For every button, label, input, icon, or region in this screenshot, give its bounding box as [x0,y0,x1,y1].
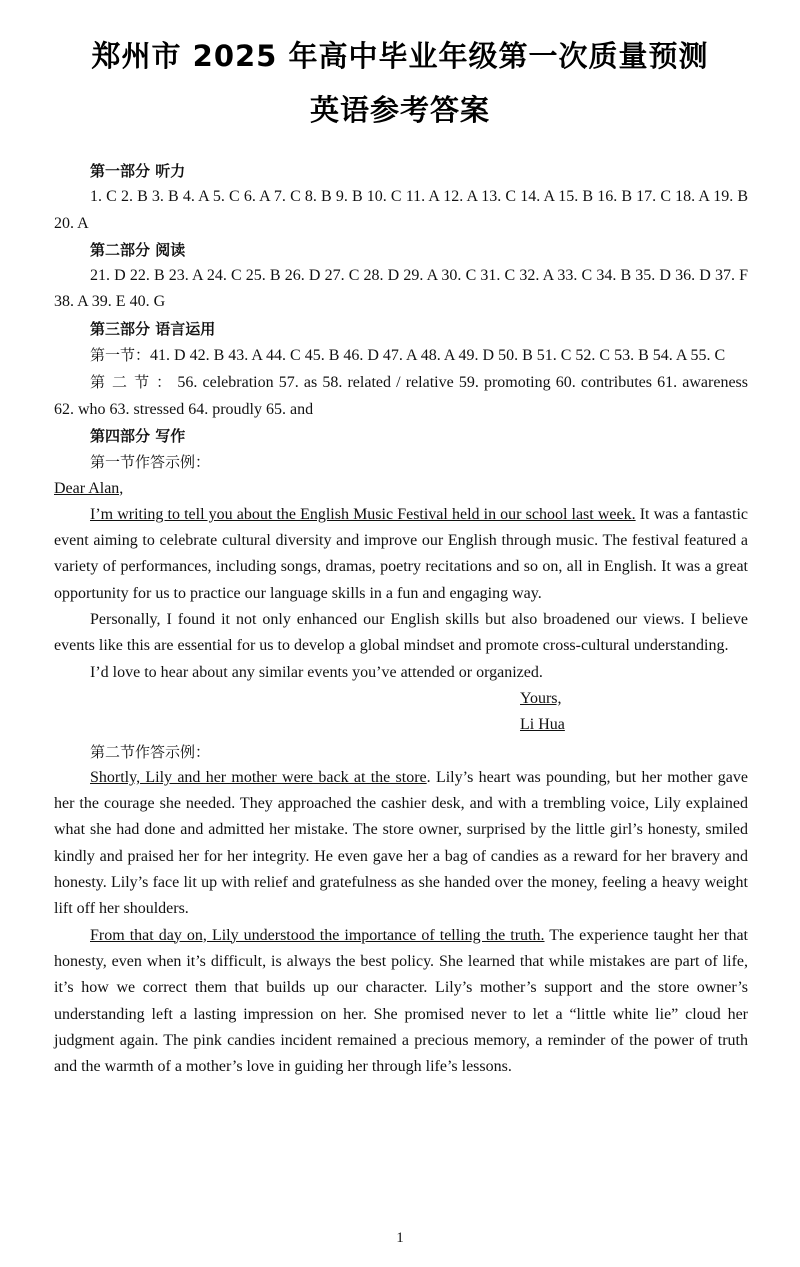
part3-heading: 第三部分 语言运用 [90,319,216,338]
part3-section2-answers: 56. celebration 57. as 58. related / relative 59. promoting 60. contributes 61. awareness 62. who 63. stressed 64. proudly 65. and [54,374,748,418]
part3-section2 [54,369,748,423]
story-paragraph-2 [54,923,748,1081]
story-paragraph-1-lead: Shortly, Lily and her mother were back at the store [90,768,427,786]
letter-opening-sentence: I’m writing to tell you about the English Music Festival held in our school last week. [90,505,636,523]
letter-closing-text: Yours, [520,689,562,707]
document-title: 郑州市 2025 年高中毕业年级第一次质量预测 [91,39,709,73]
letter-paragraph-2: Personally, I found it not only enhanced our English skills but also broadened our views. I believe events like this are essential for us to develop a global mindset and promote cross-cultural understanding. [54,611,748,655]
part3-section1-answers: 41. D 42. B 43. A 44. C 45. B 46. D 47. A 48. A 49. D 50. B 51. C 52. C 53. B 54. A 55. C [150,347,726,365]
letter-paragraph-3: I’d love to hear about any similar events you’ve attended or organized. [90,663,543,681]
answer-content [54,158,748,1080]
letter-signature-text: Li Hua [520,716,565,734]
story-paragraph-2-rest: The experience taught her that honesty, even when it’s difficult, is always the best policy. She learned that while mistakes are part of life, it’s how we correct them that builds up our character. Lily’s mother’s support and the store owner’s understanding left a lasting impression on her. She promised never to let a “little white lie” cloud her judgment again. The pink candies incident remained a precious memory, a reminder of the power of truth and the warmth of a mother’s love in guiding her through life’s lessons. [54,926,748,1076]
part1-heading: 第一部分 听力 [90,162,186,180]
document-subtitle: 英语参考答案 [309,93,490,127]
letter-signature [54,712,748,738]
letter-closing [54,686,748,712]
story-paragraph-2-lead: From that day on, Lily understood the importance of telling the truth. [90,926,545,944]
part2-heading: 第二部分 阅读 [90,240,186,259]
letter-greeting: Dear Alan, [54,479,124,497]
part4-section1-label: 第一节作答示例： [90,453,211,472]
letter-paragraph-1-rest: It was a fantastic event aiming to celebrate cultural diversity and improve our English through music. The festival featured a variety of performances, including songs, dramas, poetry recitations and so on, all in English. It was a great opportunity for us to practice our language skills in a fun and engaging way. [54,505,749,602]
part1-answers: 1. C 2. B 3. B 4. A 5. C 6. A 7. C 8. B 9. B 10. C 11. A 12. A 13. C 14. A 15. B 16. B 17. C 18. A 19. B 20. A [54,188,748,232]
part4-section2-label: 第二节作答示例： [90,742,211,761]
story-paragraph-1-rest: . Lily’s heart was pounding, but her mother gave her the courage she needed. They approached the cashier desk, and with a trembling voice, Lily explained what she had done and admitted her mistake. The store owner, surprised by the little girl’s honesty, smiled kindly and praised her for her integrity. He even gave her a bag of candies as a reward for her bravery and honesty. Lily’s face lit up with relief and gratefulness as she handed over the money, feeling a heavy weight lift off her shoulders. [54,768,749,918]
part3-section1 [54,342,748,369]
part2-answers: 21. D 22. B 23. A 24. C 25. B 26. D 27. C 28. D 29. A 30. C 31. C 32. A 33. C 34. B 35. D 36. D 37. F 38. A 39. E 40. G [54,267,748,311]
page-number: 1 [396,1230,404,1246]
part3-section1-label: 第一节： [90,346,151,365]
letter-paragraph-1 [54,502,748,607]
story-paragraph-1 [54,765,748,923]
part3-section2-label: 第 二 节 ： [90,373,173,392]
part4-heading: 第四部分 写作 [90,426,186,445]
